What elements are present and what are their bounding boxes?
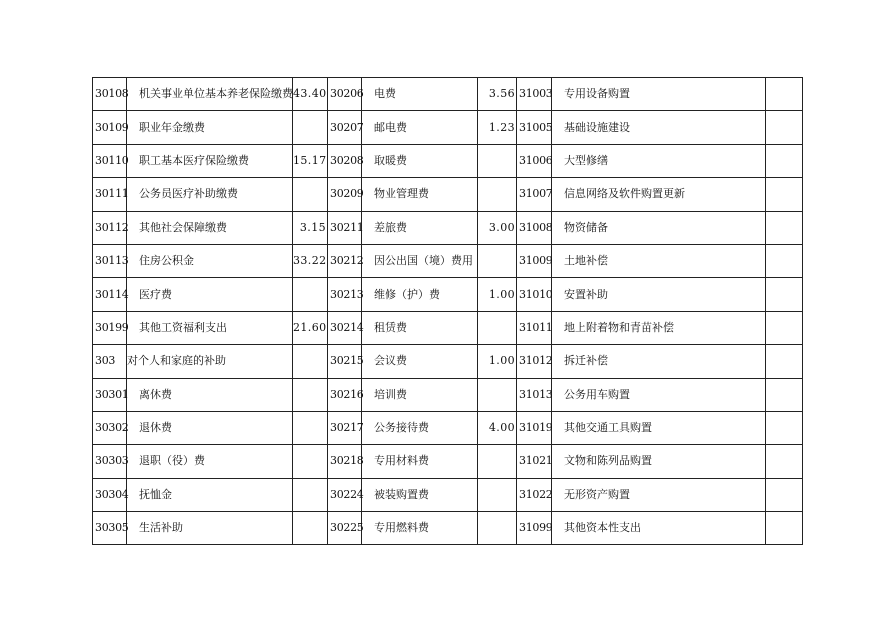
item-name-cell-1: 离休费 — [127, 378, 293, 411]
code-cell-3: 31008 — [517, 211, 552, 244]
item-name-cell-2: 会议费 — [362, 345, 478, 378]
table-row — [93, 512, 803, 545]
code-cell-2: 30217 — [328, 411, 362, 444]
amount-cell-3 — [766, 211, 803, 244]
item-name-cell-3: 公务用车购置 — [552, 378, 766, 411]
code-cell-1: 30112 — [93, 211, 127, 244]
amount-cell-2 — [478, 244, 517, 277]
code-cell-3: 31009 — [517, 244, 552, 277]
amount-cell-2 — [478, 378, 517, 411]
amount-cell-2: 3.56 — [478, 78, 517, 111]
code-cell-1: 30111 — [93, 178, 127, 211]
amount-cell-2: 1.00 — [478, 278, 517, 311]
item-name-cell-2: 电费 — [362, 78, 478, 111]
item-name-cell-1: 住房公积金 — [127, 244, 293, 277]
code-cell-3: 31003 — [517, 78, 552, 111]
item-name-cell-2: 租赁费 — [362, 311, 478, 344]
item-name-cell-2: 差旅费 — [362, 211, 478, 244]
amount-cell-1: 43.40 — [293, 78, 328, 111]
code-cell-1: 30110 — [93, 144, 127, 177]
item-name-cell-3: 安置补助 — [552, 278, 766, 311]
code-cell-1: 30114 — [93, 278, 127, 311]
code-cell-2: 30218 — [328, 445, 362, 478]
code-cell-3: 31011 — [517, 311, 552, 344]
group-title-cell — [127, 345, 293, 378]
code-cell-1: 30305 — [93, 512, 127, 545]
amount-cell-2 — [478, 178, 517, 211]
table-row — [93, 144, 803, 177]
code-cell-1: 30301 — [93, 378, 127, 411]
code-cell-2: 30213 — [328, 278, 362, 311]
code-cell-3: 31005 — [517, 111, 552, 144]
table-row — [93, 445, 803, 478]
code-cell-3: 31022 — [517, 478, 552, 511]
item-name-cell-2: 因公出国（境）费用 — [362, 244, 478, 277]
item-name-cell-3: 土地补偿 — [552, 244, 766, 277]
code-cell-3: 31012 — [517, 345, 552, 378]
item-name-cell-2: 取暖费 — [362, 144, 478, 177]
amount-cell-3 — [766, 311, 803, 344]
item-name-cell-3: 专用设备购置 — [552, 78, 766, 111]
code-cell-2: 30208 — [328, 144, 362, 177]
code-cell-3: 31013 — [517, 378, 552, 411]
amount-cell-2 — [478, 311, 517, 344]
amount-cell-2 — [478, 445, 517, 478]
amount-cell-3 — [766, 278, 803, 311]
table-row — [93, 378, 803, 411]
code-cell-2: 30225 — [328, 512, 362, 545]
amount-cell-1 — [293, 111, 328, 144]
amount-cell-1: 3.15 — [293, 211, 328, 244]
item-name-cell-3: 其他交通工具购置 — [552, 411, 766, 444]
amount-cell-3 — [766, 378, 803, 411]
code-cell-1: 30303 — [93, 445, 127, 478]
code-cell-2: 30212 — [328, 244, 362, 277]
item-name-cell-3: 地上附着物和青苗补偿 — [552, 311, 766, 344]
item-name-cell-1: 职工基本医疗保险缴费 — [127, 144, 293, 177]
item-name-cell-1: 职业年金缴费 — [127, 111, 293, 144]
table-row — [93, 478, 803, 511]
amount-cell-3 — [766, 111, 803, 144]
table-row — [93, 211, 803, 244]
amount-cell-3 — [766, 411, 803, 444]
code-cell-2: 30216 — [328, 378, 362, 411]
group-title-text: 对个人和家庭的补助 — [127, 354, 226, 368]
item-name-cell-1: 抚恤金 — [127, 478, 293, 511]
item-name-cell-3: 其他资本性支出 — [552, 512, 766, 545]
code-cell-1: 30302 — [93, 411, 127, 444]
code-cell-1: 30109 — [93, 111, 127, 144]
amount-cell-1 — [293, 411, 328, 444]
amount-cell-1 — [293, 378, 328, 411]
amount-cell-2: 4.00 — [478, 411, 517, 444]
item-name-cell-1: 机关事业单位基本养老保险缴费 — [127, 78, 293, 111]
table-row — [93, 278, 803, 311]
table-row — [93, 244, 803, 277]
code-cell-1: 30304 — [93, 478, 127, 511]
item-name-cell-1: 公务员医疗补助缴费 — [127, 178, 293, 211]
item-name-cell-2: 被装购置费 — [362, 478, 478, 511]
amount-cell-1 — [293, 512, 328, 545]
table-row — [93, 78, 803, 111]
item-name-cell-2: 专用燃料费 — [362, 512, 478, 545]
item-name-cell-3: 基础设施建设 — [552, 111, 766, 144]
amount-cell-1: 33.22 — [293, 244, 328, 277]
item-name-cell-2: 维修（护）费 — [362, 278, 478, 311]
amount-cell-2 — [478, 144, 517, 177]
item-name-cell-1: 生活补助 — [127, 512, 293, 545]
code-cell-1: 30113 — [93, 244, 127, 277]
amount-cell-3 — [766, 478, 803, 511]
item-name-cell-1: 其他工资福利支出 — [127, 311, 293, 344]
code-cell-3: 31099 — [517, 512, 552, 545]
amount-cell-3 — [766, 144, 803, 177]
code-cell-3: 31019 — [517, 411, 552, 444]
item-name-cell-2: 公务接待费 — [362, 411, 478, 444]
amount-cell-1 — [293, 278, 328, 311]
amount-cell-2 — [478, 512, 517, 545]
item-name-cell-1: 医疗费 — [127, 278, 293, 311]
code-cell-2: 30214 — [328, 311, 362, 344]
code-cell-1: 30108 — [93, 78, 127, 111]
item-name-cell-1: 其他社会保障缴费 — [127, 211, 293, 244]
code-cell-1: 30199 — [93, 311, 127, 344]
amount-cell-3 — [766, 445, 803, 478]
amount-cell-1 — [293, 445, 328, 478]
item-name-cell-1: 退职（役）费 — [127, 445, 293, 478]
code-cell-2: 30215 — [328, 345, 362, 378]
item-name-cell-2: 培训费 — [362, 378, 478, 411]
amount-cell-1 — [293, 345, 328, 378]
code-cell-3: 31007 — [517, 178, 552, 211]
item-name-cell-2: 专用材料费 — [362, 445, 478, 478]
item-name-cell-3: 信息网络及软件购置更新 — [552, 178, 766, 211]
table-row — [93, 311, 803, 344]
code-cell-2: 30224 — [328, 478, 362, 511]
item-name-cell-3: 文物和陈列品购置 — [552, 445, 766, 478]
amount-cell-1: 21.60 — [293, 311, 328, 344]
amount-cell-1 — [293, 478, 328, 511]
item-name-cell-3: 大型修缮 — [552, 144, 766, 177]
amount-cell-2: 1.23 — [478, 111, 517, 144]
code-cell-3: 31006 — [517, 144, 552, 177]
budget-classification-table — [92, 77, 803, 545]
table-row — [93, 178, 803, 211]
table-row — [93, 411, 803, 444]
code-cell-2: 30207 — [328, 111, 362, 144]
amount-cell-2: 3.00 — [478, 211, 517, 244]
item-name-cell-3: 物资储备 — [552, 211, 766, 244]
code-cell-2: 30211 — [328, 211, 362, 244]
item-name-cell-2: 物业管理费 — [362, 178, 478, 211]
item-name-cell-3: 拆迁补偿 — [552, 345, 766, 378]
item-name-cell-2: 邮电费 — [362, 111, 478, 144]
item-name-cell-3: 无形资产购置 — [552, 478, 766, 511]
code-cell-2: 30209 — [328, 178, 362, 211]
amount-cell-3 — [766, 345, 803, 378]
amount-cell-2 — [478, 478, 517, 511]
amount-cell-3 — [766, 244, 803, 277]
amount-cell-3 — [766, 78, 803, 111]
table-row — [93, 345, 803, 378]
code-cell-3: 31021 — [517, 445, 552, 478]
amount-cell-3 — [766, 178, 803, 211]
table-row — [93, 111, 803, 144]
item-name-cell-1: 退休费 — [127, 411, 293, 444]
amount-cell-1: 15.17 — [293, 144, 328, 177]
group-code-cell: 303 — [93, 345, 127, 378]
code-cell-3: 31010 — [517, 278, 552, 311]
code-cell-2: 30206 — [328, 78, 362, 111]
amount-cell-2: 1.00 — [478, 345, 517, 378]
amount-cell-3 — [766, 512, 803, 545]
amount-cell-1 — [293, 178, 328, 211]
